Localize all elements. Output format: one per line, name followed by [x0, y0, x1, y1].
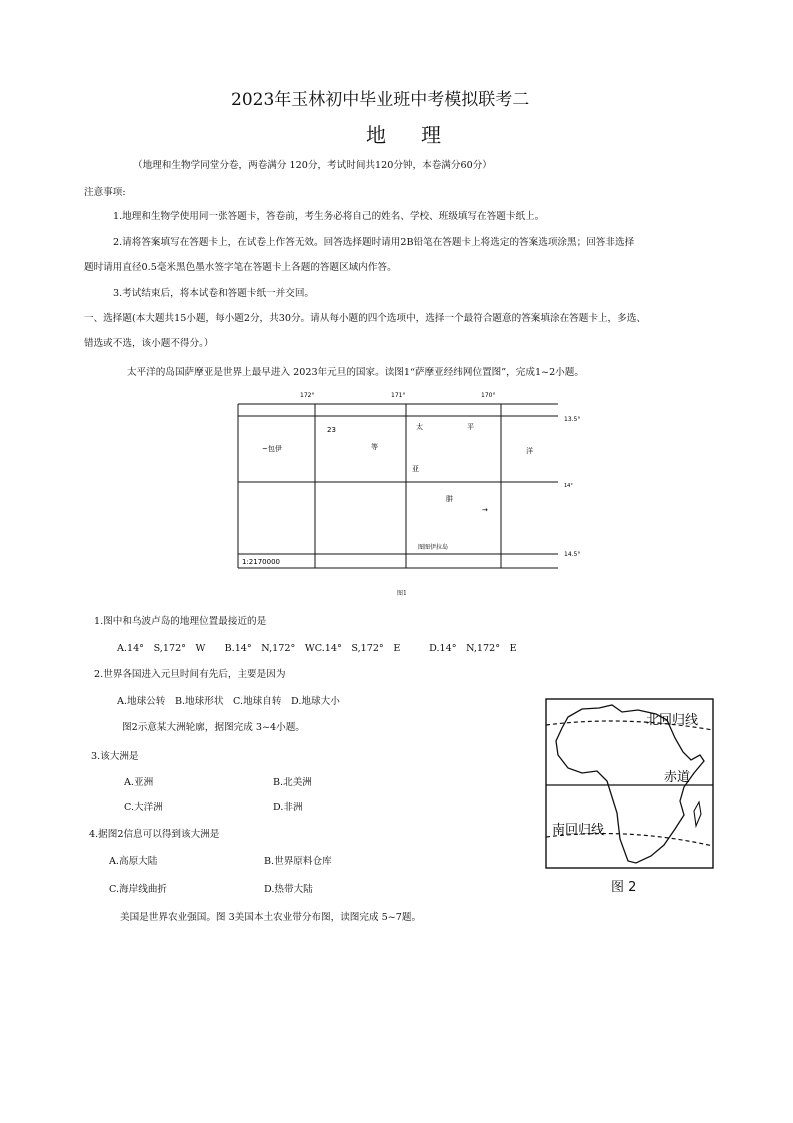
context-paragraph: 美国是世界农业强国。图 3美国本土农业带分布图，读图完成 5~7题。: [120, 912, 422, 923]
option: A.亚洲: [124, 777, 154, 788]
lon-label: 171°: [391, 392, 406, 399]
figure1-caption: 图1: [397, 590, 407, 597]
notes-heading: 注意事项:: [84, 187, 126, 198]
lat-label: 14°: [564, 483, 573, 489]
option: C.大洋洲: [124, 802, 163, 813]
note-item: 题时请用直径0.5毫米黑色墨水签字笔在答题卡上各题的答题区域内作答。: [84, 262, 397, 273]
context-paragraph: 图2示意某大洲轮廓，据图完成 3~4小题。: [122, 722, 305, 733]
note-item: 2.请将答案填写在答题卡上，在试卷上作答无效。回答选择题时请用2B铅笔在答题卡上将选定的答案选项涂黑；回答非选择: [113, 237, 635, 248]
option: C.海岸线曲折: [109, 884, 168, 895]
map-scale: 1:2170000: [242, 558, 280, 566]
lat-label: 14.5°: [564, 551, 581, 558]
map-label: 平: [467, 423, 474, 431]
option: A.高原大陆: [109, 856, 158, 867]
map-label-tropic-cancer: 北回归线: [646, 713, 699, 728]
map-label: 洋: [526, 447, 533, 455]
map-label: 太: [416, 423, 423, 431]
option: B.世界原料仓库: [264, 856, 332, 867]
map-label: ~包伊: [262, 445, 282, 453]
map-label: 亚: [412, 465, 419, 473]
question-stem: 1.图中和乌波卢岛的地理位置最接近的是: [94, 616, 267, 627]
map-label-equator: 赤道: [664, 770, 691, 785]
question-stem: 3.该大洲是: [91, 751, 139, 762]
option: D.热带大陆: [264, 884, 313, 895]
section-heading: 一、选择题(本大题共15小题，每小题2分，共30分。请从每小题的四个选项中，选择一个最符合题意的答案填涂在答题卡上，多选、: [84, 313, 646, 324]
lat-label: 13.5°: [564, 416, 581, 423]
map-label: 等: [371, 443, 378, 451]
subject-char-2: 理: [421, 123, 441, 147]
map-label: 23: [327, 426, 336, 434]
exam-intro: （地理和生物学同堂分卷，两卷满分 120分，考试时间共120分钟，本卷满分60分）: [133, 160, 492, 171]
context-paragraph: 太平洋的岛国萨摩亚是世界上最早进入 2023年元旦的国家。读图1“萨摩亚经纬网位置图”，完成1~2小题。: [127, 367, 584, 378]
map-label: →: [482, 506, 488, 514]
map-label-tropic-capricorn: 南回归线: [552, 823, 605, 838]
exam-title: 2023年玉林初中毕业班中考模拟联考二: [231, 90, 530, 110]
figure1-graticule-map: [230, 388, 590, 583]
figure2-caption: 图 2: [611, 880, 637, 895]
lon-label: 172°: [300, 392, 315, 399]
subject-char-1: 地: [366, 123, 386, 147]
map-label: 图图伊拉岛: [418, 544, 449, 551]
note-item: 1.地理和生物学使用同一张答题卡，答卷前，考生务必将自己的姓名、学校、班级填写在答题卡纸上。: [113, 211, 545, 222]
figure2-continent-map: [544, 697, 716, 871]
note-item: 3.考试结束后，将本试卷和答题卡纸一并交回。: [113, 288, 315, 299]
option: B.北美洲: [273, 777, 312, 788]
option: D.非洲: [273, 802, 303, 813]
question-stem: 2.世界各国进入元旦时间有先后，主要是因为: [94, 669, 286, 680]
section-heading-cont: 错选或不选，该小题不得分。）: [84, 338, 214, 349]
question-options: A.14° S,172° W B.14° N,172° WC.14° S,172° E D.14° N,172° E: [117, 643, 517, 654]
map-label: 肼: [446, 495, 453, 503]
lon-label: 170°: [481, 392, 496, 399]
question-stem: 4.据图2信息可以得到该大洲是: [89, 829, 220, 840]
question-options: A.地球公转 B.地球形状 C.地球自转 D.地球大小: [117, 696, 340, 707]
